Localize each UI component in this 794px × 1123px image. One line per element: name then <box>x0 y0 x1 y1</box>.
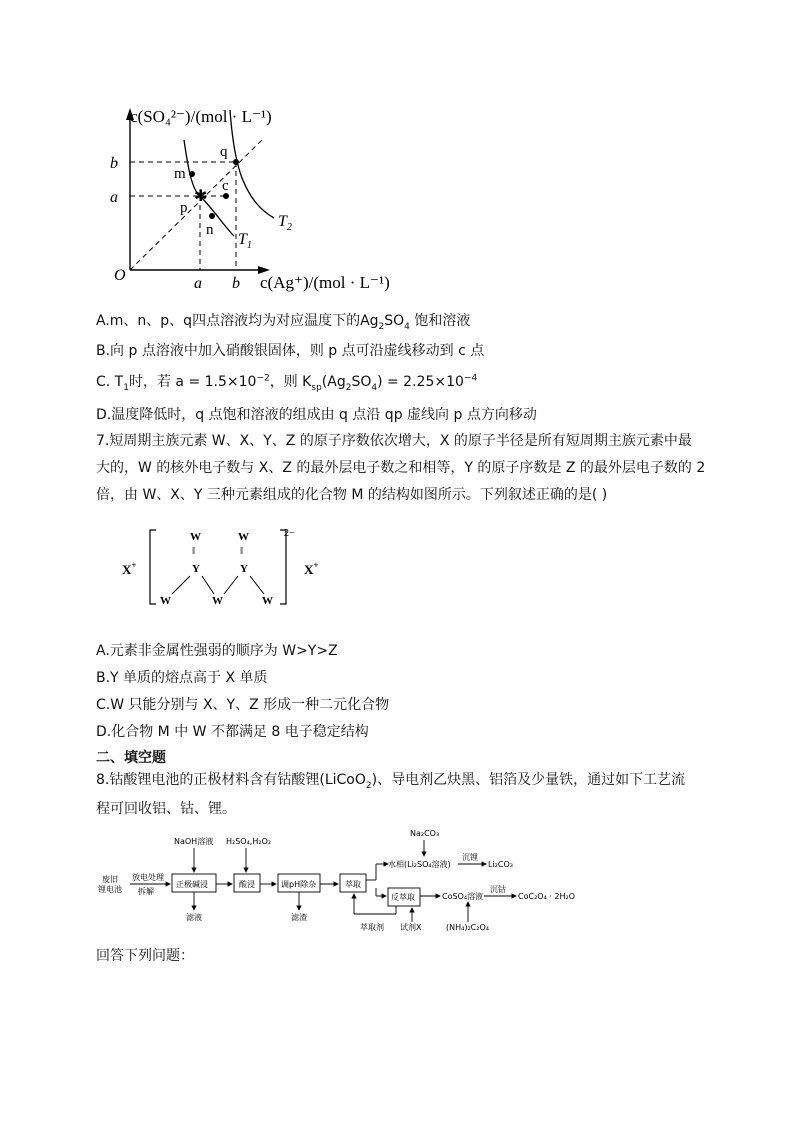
flow-box1-input: NaOH溶液 <box>174 837 214 846</box>
q7-stem-line3: 倍，由 W、X、Y 三种元素组成的化合物 M 的结构如图所示。下列叙述正确的是( ) <box>96 487 608 503</box>
point-m-label: m <box>174 166 186 182</box>
flow-box1-label: 正极碱浸 <box>176 880 208 889</box>
q6-option-a: A.m、n、p、q四点溶液均为对应温度下的$Ag_2SO_4$ 饱和溶液 <box>96 313 471 332</box>
tick-b-x: b <box>232 275 240 292</box>
atom-y-right: Y <box>240 563 248 575</box>
double-bond-left: ‖ <box>192 545 196 557</box>
tick-b-y: b <box>110 155 118 172</box>
flow-li-product: Li₂CO₃ <box>488 860 513 869</box>
point-p-label: p <box>180 200 188 216</box>
flow-arrow-co: 沉钴 <box>490 885 506 894</box>
q8-stem-line2: 程可回收铝、钴、锂。 <box>96 801 236 817</box>
point-c-label: c <box>222 178 229 194</box>
flow-box5-label: 反萃取 <box>391 893 415 902</box>
left-bracket <box>150 530 156 604</box>
point-p-star: ✱ <box>194 188 208 205</box>
flow-top-reagent: Na₂CO₃ <box>410 829 440 838</box>
x-axis-label: c(Ag⁺)/(mol · L⁻¹) <box>260 273 390 292</box>
solubility-graph <box>96 98 436 298</box>
flow-arrow1-bottom: 拆解 <box>138 887 154 896</box>
atom-w-bottom-2: W <box>212 595 223 607</box>
point-q-dot <box>233 159 239 165</box>
q7-stem-line2: 大的，W 的核外电子数与 X、Z 的最外层电子数之和相等，Y 的原子序数是 Z 的最外层电子数的 2 <box>96 460 706 476</box>
recovery-flowchart <box>96 826 596 934</box>
q7-option-a: A.元素非金属性强弱的顺序为 W>Y>Z <box>96 643 338 659</box>
compound-m-structure <box>116 524 336 610</box>
q7-option-d: D.化合物 M 中 W 不都满足 8 电子稳定结构 <box>96 724 369 740</box>
flow-box3-label: 调pH除杂 <box>281 880 317 889</box>
flow-box2-label: 酸浸 <box>239 880 255 889</box>
tick-a-x: a <box>194 275 202 292</box>
q8-stem-line1: 8.钴酸锂电池的正极材料含有钴酸锂(LiCoO$_2$)、导电剂乙炔黑、铝箔及少量铁，通过如下工艺流 <box>96 772 686 791</box>
atom-y-left: Y <box>192 563 200 575</box>
flow-coso4: CoSO₄溶液 <box>442 892 484 901</box>
atom-w-top-left: W <box>190 531 201 543</box>
flow-water-phase: 水相(Li₂SO₄溶液) <box>388 860 451 869</box>
flow-oxalate: (NH₄)₂C₂O₄ <box>446 923 489 932</box>
tick-a-y: a <box>110 189 118 206</box>
flow-box3-output: 滤渣 <box>291 913 307 922</box>
double-bond-right: ‖ <box>240 545 244 557</box>
flow-co-product: CoC₂O₄ · 2H₂O <box>518 892 576 901</box>
flow-start-2: 锂电池 <box>98 885 122 894</box>
flow-start-1: 废旧 <box>102 875 118 884</box>
flow-arrow1-top: 放电处理 <box>132 873 164 882</box>
atom-w-top-right: W <box>238 531 249 543</box>
q6-option-c: C. $T_1$时，若 $a = 1.5\times 10^{-2}$，则 $K_{sp}(Ag_2SO_4) = 2.25\times 10^{-4}$ <box>96 373 478 393</box>
q7-stem-line1: 7.短周期主族元素 W、X、Y、Z 的原子序数依次增大，X 的原子半径是所有短周期主族元素中最 <box>96 433 692 449</box>
curve-t2-label: $T_2$ <box>278 213 292 233</box>
charge-label: 2− <box>284 528 295 539</box>
flow-box4-label: 萃取 <box>345 880 361 889</box>
cation-left: X+ <box>122 560 137 577</box>
flow-box2-input: H₂SO₄,H₂O₂ <box>226 837 272 846</box>
point-m-dot <box>189 171 195 177</box>
cation-right: X+ <box>304 560 319 577</box>
flow-arrow-li: 沉锂 <box>462 853 478 862</box>
point-n-label: n <box>206 222 214 238</box>
q6-option-d: D.温度降低时，q 点饱和溶液的组成由 q 点沿 qp 虚线向 p 点方向移动 <box>96 407 537 423</box>
flow-box4-input: 萃取剂 <box>360 923 384 932</box>
section-heading: 二、填空题 <box>96 750 166 766</box>
right-bracket <box>280 530 286 604</box>
q7-option-b: B.Y 单质的熔点高于 X 单质 <box>96 670 268 686</box>
q6-option-b: B.向 p 点溶液中加入硝酸银固体，则 p 点可沿虚线移动到 c 点 <box>96 343 485 359</box>
q7-option-c: C.W 只能分别与 X、Y、Z 形成一种二元化合物 <box>96 697 390 713</box>
flow-box1-output: 滤液 <box>186 913 202 922</box>
origin-label: O <box>114 267 126 284</box>
point-q-label: q <box>220 144 228 160</box>
curve-t1-label: $T_1$ <box>238 231 252 251</box>
atom-w-bottom-1: W <box>160 595 171 607</box>
y-axis-label: c(SO₄²⁻)/(mol · L⁻¹) <box>130 107 272 126</box>
answer-prompt: 回答下列问题： <box>96 948 194 964</box>
flow-box5-input: 试剂X <box>400 923 422 932</box>
point-n-dot <box>209 213 215 219</box>
atom-w-bottom-3: W <box>262 595 273 607</box>
